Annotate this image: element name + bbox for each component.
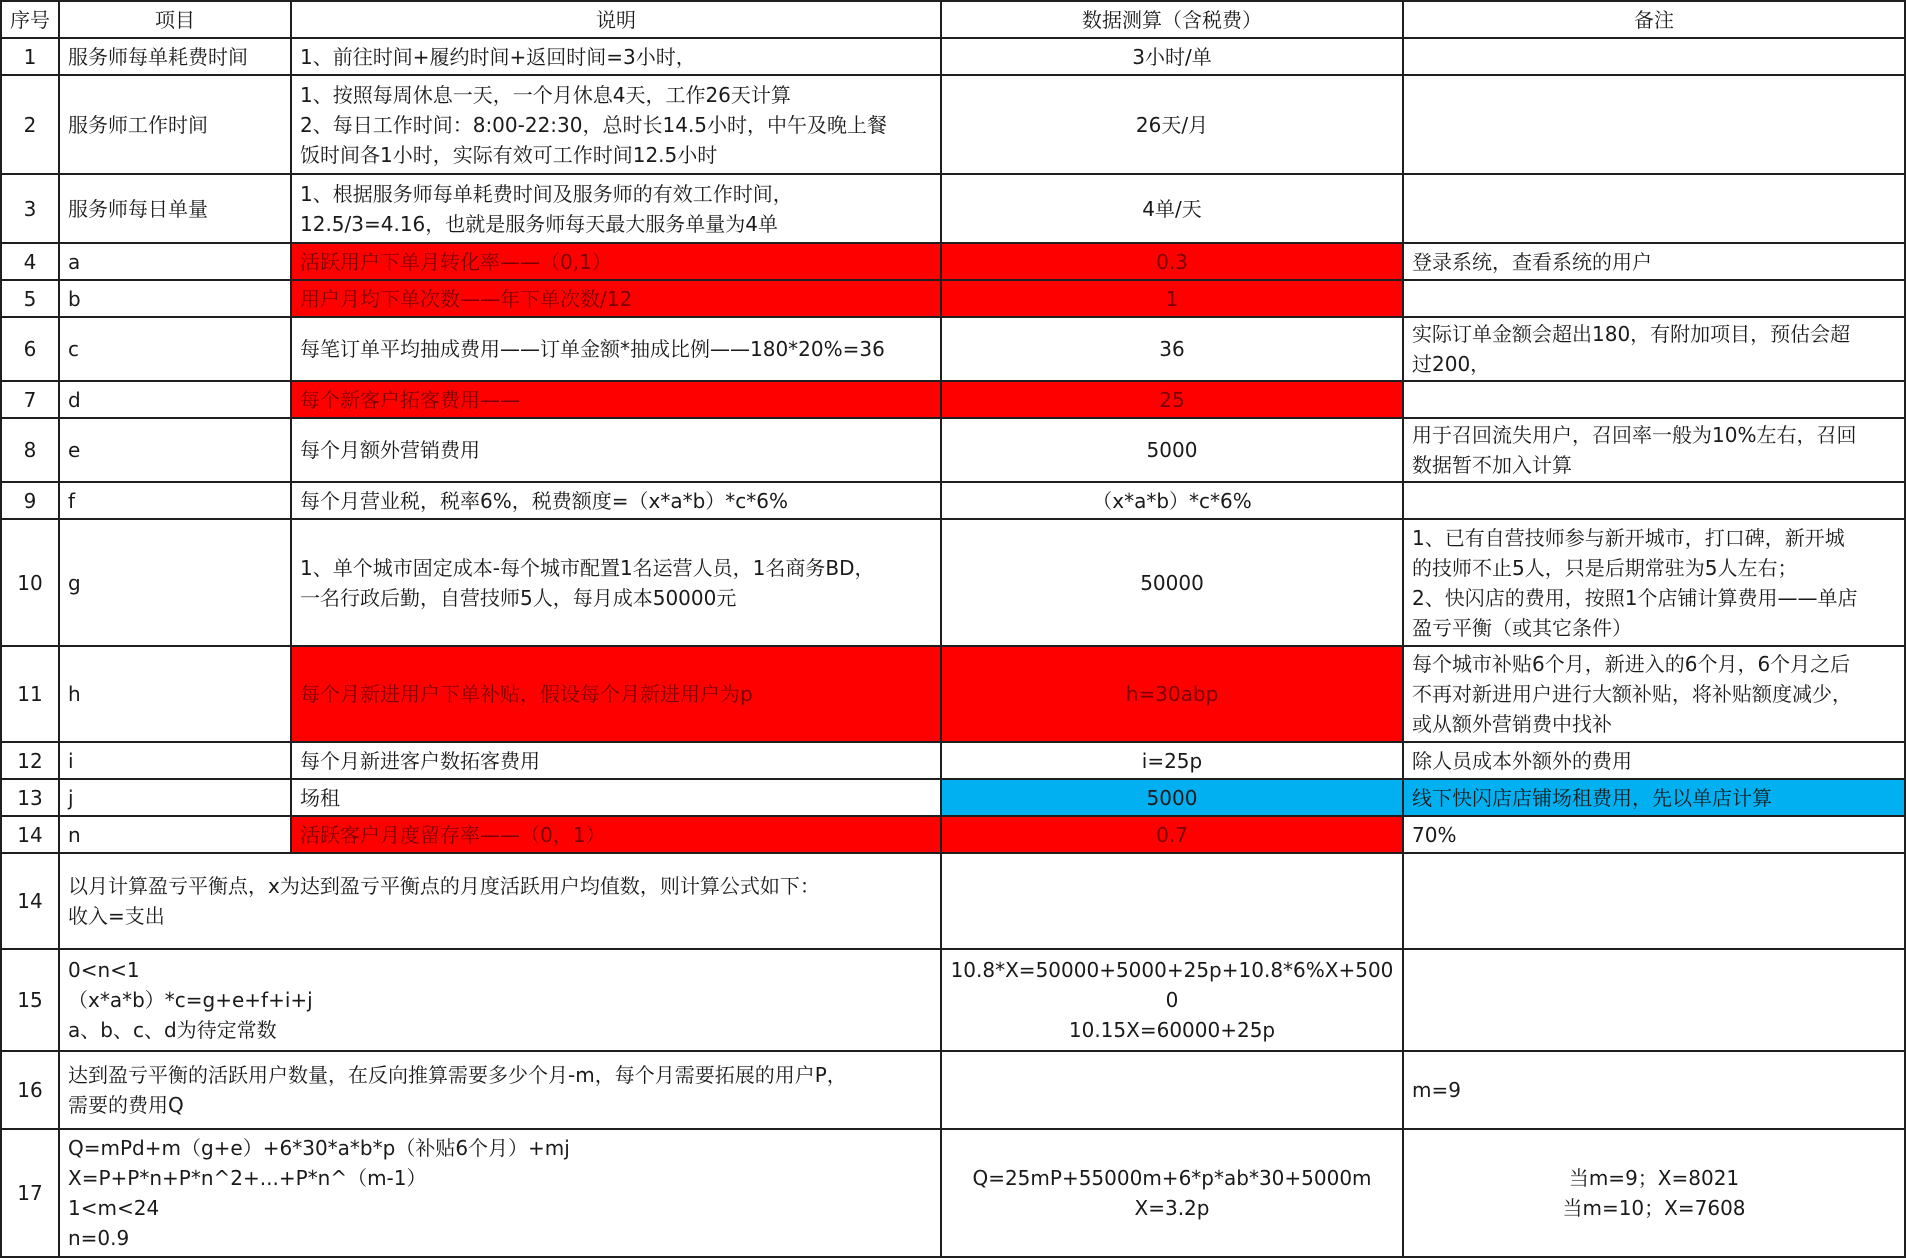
- row-item: c: [59, 317, 291, 381]
- row-calculation: 1: [941, 280, 1403, 317]
- header-item: 项目: [59, 1, 291, 38]
- row-no: 8: [1, 418, 59, 482]
- row-no: 14: [1, 853, 59, 949]
- formula-text: Q=mPd+m（g+e）+6*30*a*b*p（补贴6个月）+mj X=P+P*n+P*n^2+...+P*n^（m-1） 1<m<24 n=0.9: [59, 1129, 941, 1257]
- table-row: [1, 816, 1905, 853]
- formula-row: [1, 1051, 1905, 1129]
- table-row: [1, 243, 1905, 280]
- row-no: 1: [1, 38, 59, 75]
- formula-remarks: [1403, 949, 1905, 1051]
- row-description: 每个月额外营销费用: [291, 418, 941, 482]
- row-description: 每个月新进用户下单补贴，假设每个月新进用户为p: [291, 646, 941, 742]
- row-no: 9: [1, 482, 59, 519]
- table-row: [1, 38, 1905, 75]
- row-remarks: [1403, 280, 1905, 317]
- row-remarks: 线下快闪店店铺场租费用，先以单店计算: [1403, 779, 1905, 816]
- table-row: [1, 418, 1905, 482]
- row-item: f: [59, 482, 291, 519]
- formula-text: 0<n<1 （x*a*b）*c=g+e+f+i+j a、b、c、d为待定常数: [59, 949, 941, 1051]
- formula-text: 达到盈亏平衡的活跃用户数量，在反向推算需要多少个月-m，每个月需要拓展的用户P， 需要的费用Q: [59, 1051, 941, 1129]
- row-calculation: 0.7: [941, 816, 1403, 853]
- row-remarks: [1403, 75, 1905, 174]
- row-description: 用户月均下单次数——年下单次数/12: [291, 280, 941, 317]
- row-calculation: 0.3: [941, 243, 1403, 280]
- row-item: 服务师工作时间: [59, 75, 291, 174]
- formula-row: [1, 1129, 1905, 1257]
- formula-row: [1, 949, 1905, 1051]
- header-no: 序号: [1, 1, 59, 38]
- row-item: i: [59, 742, 291, 779]
- row-remarks: [1403, 38, 1905, 75]
- row-calculation: 36: [941, 317, 1403, 381]
- row-no: 5: [1, 280, 59, 317]
- formula-remarks: [1403, 853, 1905, 949]
- row-remarks: 每个城市补贴6个月，新进入的6个月，6个月之后 不再对新进用户进行大额补贴，将补贴额度减少， 或从额外营销费中找补: [1403, 646, 1905, 742]
- row-calculation: （x*a*b）*c*6%: [941, 482, 1403, 519]
- row-remarks: [1403, 381, 1905, 418]
- table-row: [1, 174, 1905, 243]
- row-calculation: 3小时/单: [941, 38, 1403, 75]
- row-no: 2: [1, 75, 59, 174]
- row-calculation: i=25p: [941, 742, 1403, 779]
- header-description: 说明: [291, 1, 941, 38]
- row-no: 14: [1, 816, 59, 853]
- row-item: e: [59, 418, 291, 482]
- row-remarks: [1403, 482, 1905, 519]
- table-row: [1, 317, 1905, 381]
- header-calculation: 数据测算（含税费）: [941, 1, 1403, 38]
- formula-remarks: m=9: [1403, 1051, 1905, 1129]
- row-description: 1、根据服务师每单耗费时间及服务师的有效工作时间， 12.5/3=4.16，也就是服务师每天最大服务单量为4单: [291, 174, 941, 243]
- row-description: 每笔订单平均抽成费用——订单金额*抽成比例——180*20%=36: [291, 317, 941, 381]
- row-no: 15: [1, 949, 59, 1051]
- header-row: [1, 1, 1905, 38]
- row-item: g: [59, 519, 291, 646]
- row-description: 每个月营业税，税率6%，税费额度=（x*a*b）*c*6%: [291, 482, 941, 519]
- row-no: 16: [1, 1051, 59, 1129]
- table-row: [1, 482, 1905, 519]
- row-description: 活跃用户下单月转化率——（0,1）: [291, 243, 941, 280]
- row-no: 10: [1, 519, 59, 646]
- row-item: 服务师每日单量: [59, 174, 291, 243]
- row-remarks: 1、已有自营技师参与新开城市，打口碑，新开城 的技师不止5人，只是后期常驻为5人左右； 2、快闪店的费用，按照1个店铺计算费用——单店 盈亏平衡（或其它条件）: [1403, 519, 1905, 646]
- row-remarks: 登录系统，查看系统的用户: [1403, 243, 1905, 280]
- row-description: 场租: [291, 779, 941, 816]
- table-row: [1, 519, 1905, 646]
- row-description: 1、前往时间+履约时间+返回时间=3小时，: [291, 38, 941, 75]
- row-no: 12: [1, 742, 59, 779]
- row-item: 服务师每单耗费时间: [59, 38, 291, 75]
- row-remarks: [1403, 174, 1905, 243]
- formula-row: [1, 853, 1905, 949]
- row-no: 4: [1, 243, 59, 280]
- row-remarks: 实际订单金额会超出180，有附加项目，预估会超 过200，: [1403, 317, 1905, 381]
- row-no: 3: [1, 174, 59, 243]
- row-calculation: 26天/月: [941, 75, 1403, 174]
- formula-calculation: 10.8*X=50000+5000+25p+10.8*6%X+5000 10.15X=60000+25p: [941, 949, 1403, 1051]
- header-remarks: 备注: [1403, 1, 1905, 38]
- row-no: 17: [1, 1129, 59, 1257]
- formula-remarks: 当m=9；X=8021 当m=10；X=7608: [1403, 1129, 1905, 1257]
- table-row: [1, 779, 1905, 816]
- row-no: 11: [1, 646, 59, 742]
- row-description: 每个新客户拓客费用——: [291, 381, 941, 418]
- table-row: [1, 381, 1905, 418]
- row-item: d: [59, 381, 291, 418]
- row-calculation: h=30abp: [941, 646, 1403, 742]
- row-calculation: 5000: [941, 418, 1403, 482]
- row-item: j: [59, 779, 291, 816]
- row-item: n: [59, 816, 291, 853]
- formula-calculation: Q=25mP+55000m+6*p*ab*30+5000m X=3.2p: [941, 1129, 1403, 1257]
- formula-calculation: [941, 1051, 1403, 1129]
- table-row: [1, 75, 1905, 174]
- row-item: a: [59, 243, 291, 280]
- row-no: 6: [1, 317, 59, 381]
- table-row: [1, 742, 1905, 779]
- table-row: [1, 646, 1905, 742]
- row-remarks: 除人员成本外额外的费用: [1403, 742, 1905, 779]
- row-no: 7: [1, 381, 59, 418]
- row-description: 1、按照每周休息一天，一个月休息4天，工作26天计算 2、每日工作时间：8:00-22:30，总时长14.5小时，中午及晚上餐 饭时间各1小时，实际有效可工作时间12.5小时: [291, 75, 941, 174]
- formula-calculation: [941, 853, 1403, 949]
- row-calculation: 25: [941, 381, 1403, 418]
- row-calculation: 50000: [941, 519, 1403, 646]
- row-calculation: 4单/天: [941, 174, 1403, 243]
- row-item: h: [59, 646, 291, 742]
- row-item: b: [59, 280, 291, 317]
- row-no: 13: [1, 779, 59, 816]
- row-remarks: 70%: [1403, 816, 1905, 853]
- row-description: 1、单个城市固定成本-每个城市配置1名运营人员，1名商务BD， 一名行政后勤，自营技师5人，每月成本50000元: [291, 519, 941, 646]
- formula-text: 以月计算盈亏平衡点，x为达到盈亏平衡点的月度活跃用户均值数，则计算公式如下： 收入=支出: [59, 853, 941, 949]
- row-description: 每个月新进客户数拓客费用: [291, 742, 941, 779]
- row-description: 活跃客户月度留存率——（0，1）: [291, 816, 941, 853]
- row-calculation: 5000: [941, 779, 1403, 816]
- row-remarks: 用于召回流失用户，召回率一般为10%左右，召回 数据暂不加入计算: [1403, 418, 1905, 482]
- table-row: [1, 280, 1905, 317]
